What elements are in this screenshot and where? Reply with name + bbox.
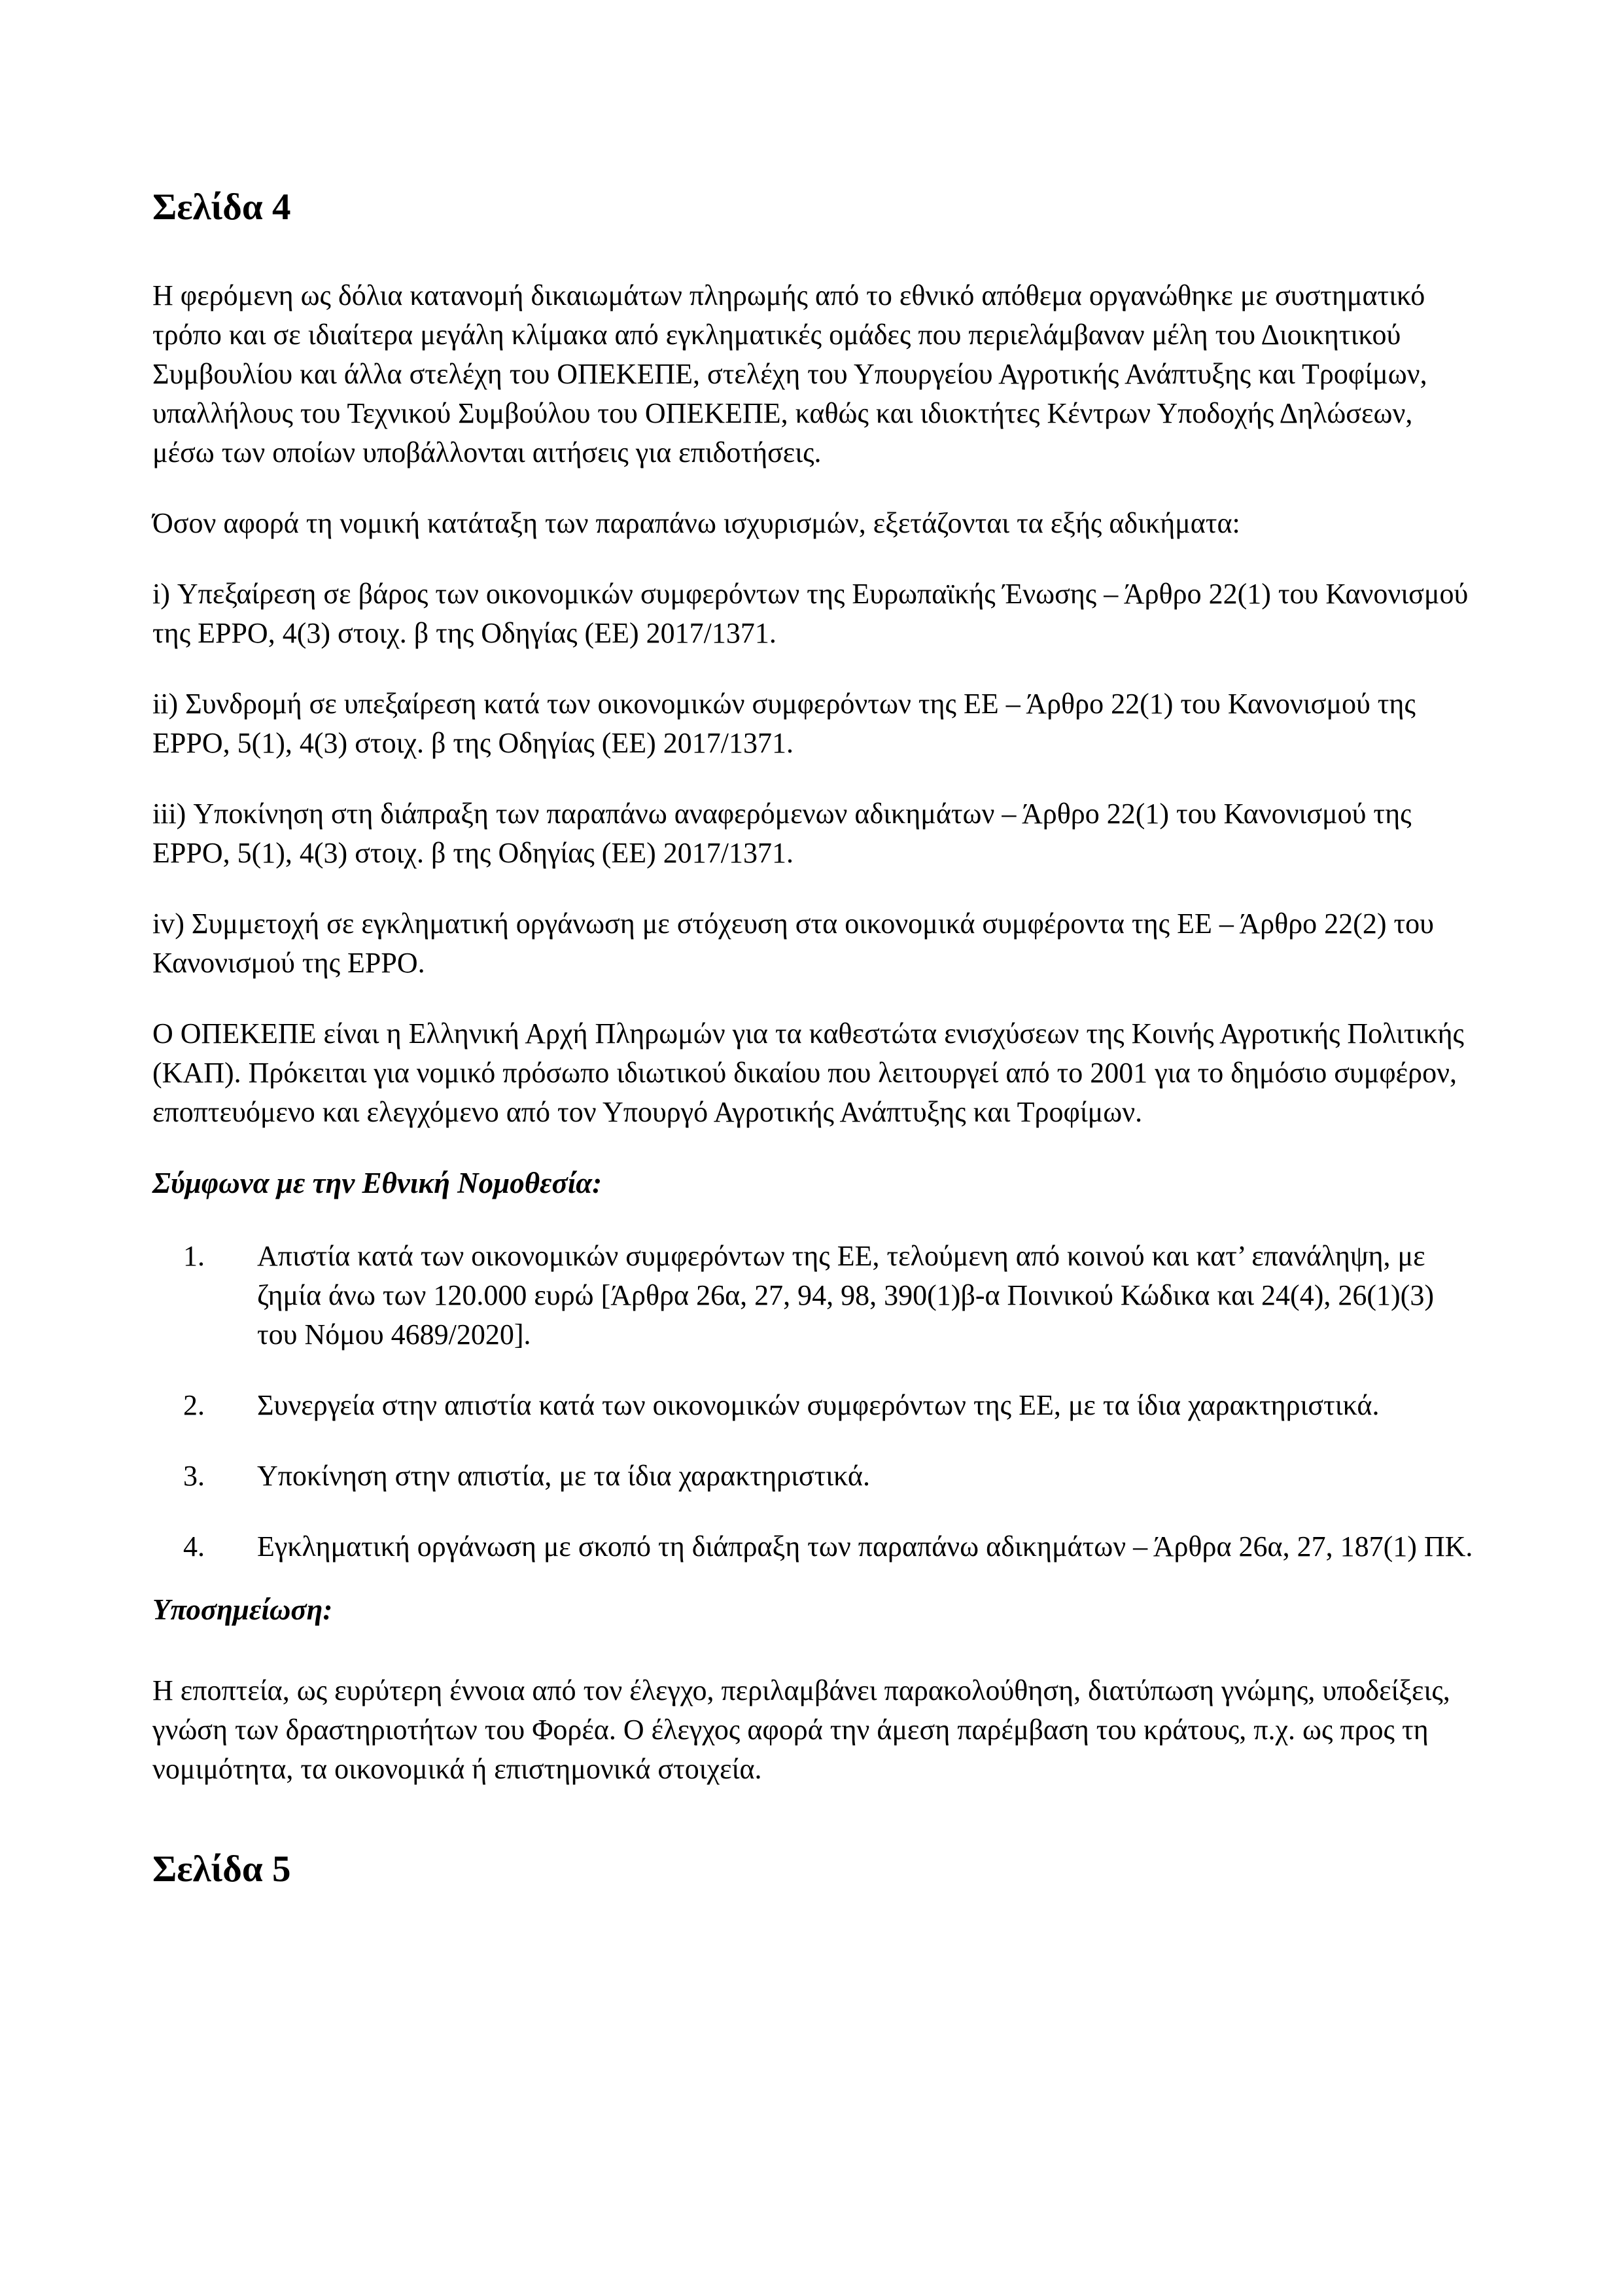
offense-iii-paragraph: iii) Υποκίνηση στη διάπραξη των παραπάνω αναφερόμενων αδικημάτων – Άρθρο 22(1) του Κανονισμού της EPPO, 5(1), 4(3) στοιχ. β της Οδηγίας (ΕΕ) 2017/1371. bbox=[152, 798, 1412, 869]
national-law-subheading: Σύμφωνα με την Εθνική Νομοθεσία: bbox=[152, 1167, 602, 1199]
list-item-text: Υποκίνηση στην απιστία, με τα ίδια χαρακτηριστικά. bbox=[257, 1460, 870, 1492]
list-item bbox=[152, 1386, 1476, 1425]
list-item bbox=[152, 1457, 1476, 1496]
page4-heading: Σελίδα 4 bbox=[152, 186, 291, 228]
list-item-text: Συνεργεία στην απιστία κατά των οικονομικών συμφερόντων της ΕΕ, με τα ίδια χαρακτηριστικά. bbox=[257, 1389, 1380, 1421]
list-item-number: 3. bbox=[183, 1460, 205, 1492]
offense-ii-paragraph: ii) Συνδρομή σε υπεξαίρεση κατά των οικονομικών συμφερόντων της ΕΕ – Άρθρο 22(1) του Κανονισμού της EPPO, 5(1), 4(3) στοιχ. β της Οδηγίας (ΕΕ) 2017/1371. bbox=[152, 688, 1416, 759]
list-item bbox=[152, 1237, 1476, 1354]
footnote-paragraph: Η εποπτεία, ως ευρύτερη έννοια από τον έλεγχο, περιλαμβάνει παρακολούθηση, διατύπωση γνώμης, υποδείξεις, γνώση των δραστηριοτήτων του Φορέα. Ο έλεγχος αφορά την άμεση παρέμβαση του κράτους, π.χ. ως προς τη νομιμότητα, τα οικονομικά ή επιστημονικά στοιχεία. bbox=[152, 1674, 1450, 1785]
list-item-number: 1. bbox=[183, 1240, 205, 1272]
list-item-number: 4. bbox=[183, 1530, 205, 1563]
list-item-number: 2. bbox=[183, 1389, 205, 1421]
list-item-text: Απιστία κατά των οικονομικών συμφερόντων της ΕΕ, τελούμενη από κοινού και κατ’ επανάληψη, με ζημία άνω των 120.000 ευρώ [Άρθρα 26α, 27, 94, 98, 390(1)β-α Ποινικού Κώδικα και 24(4), 26(1)(3) του Νόμου 4689/2020]. bbox=[257, 1240, 1434, 1351]
offense-i-paragraph: i) Υπεξαίρεση σε βάρος των οικονομικών συμφερόντων της Ευρωπαϊκής Ένωσης – Άρθρο 22(1) του Κανονισμού της EPPO, 4(3) στοιχ. β της Οδηγίας (ΕΕ) 2017/1371. bbox=[152, 578, 1469, 649]
list-item bbox=[152, 1527, 1476, 1566]
national-law-list bbox=[152, 1237, 1476, 1566]
page5-heading: Σελίδα 5 bbox=[152, 1848, 291, 1890]
list-item-text: Εγκληματική οργάνωση με σκοπό τη διάπραξη των παραπάνω αδικημάτων – Άρθρα 26α, 27, 187(1) ΠΚ. bbox=[257, 1530, 1473, 1563]
opekepe-description-paragraph: Ο ΟΠΕΚΕΠΕ είναι η Ελληνική Αρχή Πληρωμών για τα καθεστώτα ενισχύσεων της Κοινής Αγροτικής Πολιτικής (ΚΑΠ). Πρόκειται για νομικό πρόσωπο ιδιωτικού δικαίου που λειτουργεί από το 2001 για το δημόσιο συμφέρον, εποπτευόμενο και ελεγχόμενο από τον Υπουργό Αγροτικής Ανάπτυξης και Τροφίμων. bbox=[152, 1017, 1464, 1128]
legal-classification-intro-paragraph: Όσον αφορά τη νομική κατάταξη των παραπάνω ισχυρισμών, εξετάζονται τα εξής αδικήματα: bbox=[152, 507, 1240, 539]
footnote-subheading: Υποσημείωση: bbox=[152, 1593, 333, 1626]
intro-paragraph: Η φερόμενη ως δόλια κατανομή δικαιωμάτων πληρωμής από το εθνικό απόθεμα οργανώθηκε με συστηματικό τρόπο και σε ιδιαίτερα μεγάλη κλίμακα από εγκληματικές ομάδες που περιελάμβαναν μέλη του Διοικητικού Συμβουλίου και άλλα στελέχη του ΟΠΕΚΕΠΕ, στελέχη του Υπουργείου Αγροτικής Ανάπτυξης και Τροφίμων, υπαλλήλους του Τεχνικού Συμβούλου του ΟΠΕΚΕΠΕ, καθώς και ιδιοκτήτες Κέντρων Υποδοχής Δηλώσεων, μέσω των οποίων υποβάλλονται αιτήσεις για επιδοτήσεις. bbox=[152, 279, 1427, 468]
offense-iv-paragraph: iv) Συμμετοχή σε εγκληματική οργάνωση με στόχευση στα οικονομικά συμφέροντα της ΕΕ – Άρθρο 22(2) του Κανονισμού της EPPO. bbox=[152, 908, 1434, 979]
